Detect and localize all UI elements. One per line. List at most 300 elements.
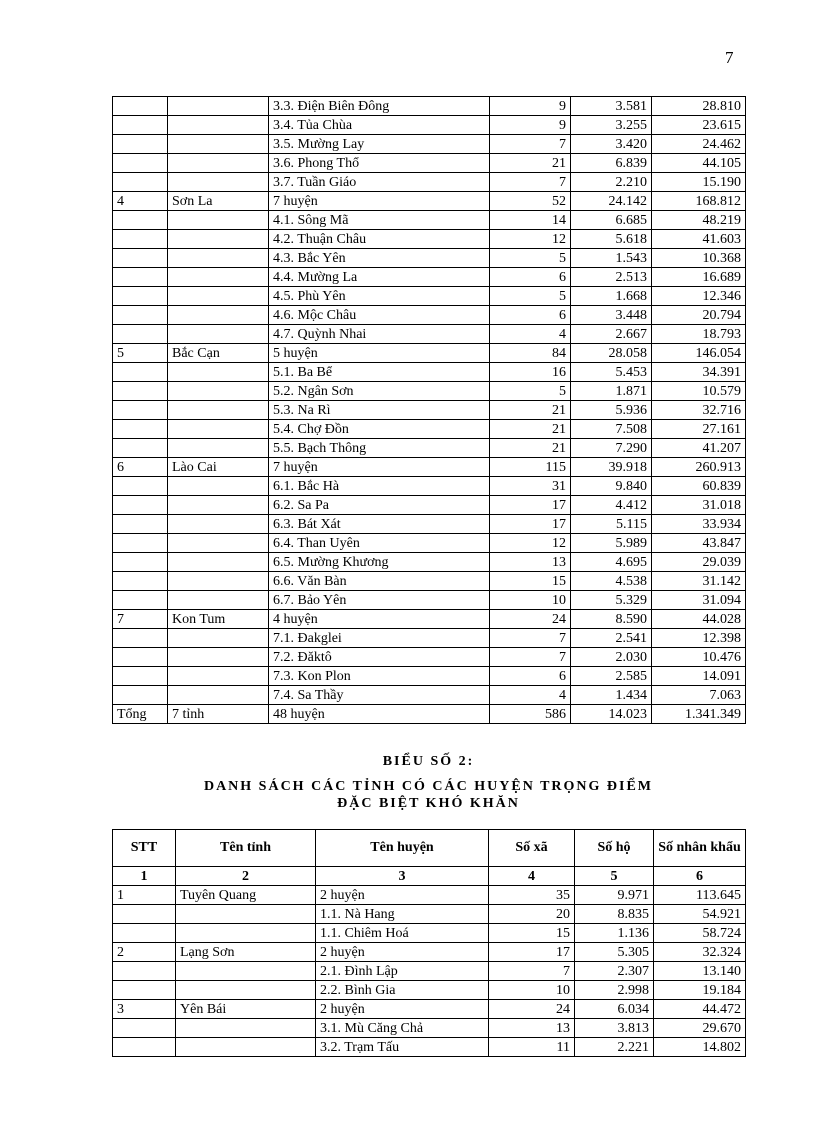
stt-cell (113, 981, 176, 1000)
table-row (113, 173, 746, 192)
stt-cell (113, 268, 168, 287)
population-cell: 54.921 (654, 905, 746, 924)
province-cell (176, 1019, 316, 1038)
households-cell: 14.023 (571, 705, 652, 724)
table-row (113, 325, 746, 344)
district-cell: 4.5. Phù Yên (269, 287, 490, 306)
communes-cell: 7 (490, 135, 571, 154)
communes-cell: 6 (490, 306, 571, 325)
column-index: 4 (489, 867, 575, 886)
province-cell (168, 534, 269, 553)
district-cell: 7.4. Sa Thầy (269, 686, 490, 705)
district-cell: 7.2. Đăktô (269, 648, 490, 667)
stt-cell (113, 287, 168, 306)
population-cell: 14.091 (652, 667, 746, 686)
stt-cell (113, 1019, 176, 1038)
district-cell: 3.6. Phong Thổ (269, 154, 490, 173)
table-row (113, 610, 746, 629)
households-cell: 5.305 (575, 943, 654, 962)
province-cell (168, 401, 269, 420)
province-cell (168, 382, 269, 401)
province-cell (168, 477, 269, 496)
section-subtitle-line2: ĐẶC BIỆT KHÓ KHĂN (337, 796, 520, 811)
section-subtitle-line1: DANH SÁCH CÁC TỈNH CÓ CÁC HUYỆN TRỌNG ĐIỂM (203, 779, 654, 794)
province-cell: Sơn La (168, 192, 269, 211)
communes-cell: 35 (489, 886, 575, 905)
population-cell: 7.063 (652, 686, 746, 705)
population-cell: 31.142 (652, 572, 746, 591)
district-cell: 2.1. Đình Lập (316, 962, 489, 981)
communes-cell: 17 (490, 496, 571, 515)
province-cell (176, 924, 316, 943)
province-cell (168, 306, 269, 325)
stt-cell: 7 (113, 610, 168, 629)
stt-cell (113, 420, 168, 439)
communes-cell: 4 (490, 686, 571, 705)
population-cell: 20.794 (652, 306, 746, 325)
communes-cell: 7 (490, 173, 571, 192)
stt-cell (113, 230, 168, 249)
stt-cell (113, 211, 168, 230)
district-cell: 5.2. Ngân Sơn (269, 382, 490, 401)
communes-cell: 24 (490, 610, 571, 629)
communes-cell: 5 (490, 249, 571, 268)
stt-cell (113, 553, 168, 572)
population-cell: 15.190 (652, 173, 746, 192)
stt-cell: 2 (113, 943, 176, 962)
communes-cell: 14 (490, 211, 571, 230)
column-header-stt: STT (113, 830, 176, 867)
households-cell: 5.115 (571, 515, 652, 534)
communes-cell: 21 (490, 439, 571, 458)
households-cell: 5.989 (571, 534, 652, 553)
households-cell: 3.255 (571, 116, 652, 135)
households-cell: 1.434 (571, 686, 652, 705)
province-cell: Lào Cai (168, 458, 269, 477)
province-cell: 7 tỉnh (168, 705, 269, 724)
province-cell (168, 496, 269, 515)
communes-cell: 9 (490, 116, 571, 135)
province-cell (176, 1038, 316, 1057)
district-cell: 2 huyện (316, 886, 489, 905)
stt-cell (113, 401, 168, 420)
population-cell: 14.802 (654, 1038, 746, 1057)
province-cell (176, 962, 316, 981)
communes-cell: 52 (490, 192, 571, 211)
stt-cell (113, 249, 168, 268)
communes-cell: 6 (490, 667, 571, 686)
table-row (113, 439, 746, 458)
stt-cell (113, 325, 168, 344)
households-cell: 2.221 (575, 1038, 654, 1057)
district-cell: 5.5. Bạch Thông (269, 439, 490, 458)
households-cell: 5.453 (571, 363, 652, 382)
stt-cell (113, 363, 168, 382)
province-cell (168, 667, 269, 686)
province-cell (168, 249, 269, 268)
district-cell: 6.3. Bát Xát (269, 515, 490, 534)
households-cell: 2.541 (571, 629, 652, 648)
column-header-district: Tên huyện (316, 830, 489, 867)
district-cell: 3.3. Điện Biên Đông (269, 97, 490, 116)
province-cell: Lạng Sơn (176, 943, 316, 962)
stt-cell (113, 591, 168, 610)
households-cell: 7.508 (571, 420, 652, 439)
stt-cell: 3 (113, 1000, 176, 1019)
population-cell: 19.184 (654, 981, 746, 1000)
province-cell (168, 363, 269, 382)
stt-cell (113, 173, 168, 192)
households-cell: 1.871 (571, 382, 652, 401)
column-header-communes: Số xã (489, 830, 575, 867)
province-cell (168, 268, 269, 287)
district-cell: 2 huyện (316, 943, 489, 962)
stt-cell (113, 515, 168, 534)
district-cell: 3.7. Tuần Giáo (269, 173, 490, 192)
population-cell: 41.207 (652, 439, 746, 458)
table-row (113, 886, 746, 905)
table-row (113, 629, 746, 648)
population-cell: 12.398 (652, 629, 746, 648)
communes-cell: 13 (490, 553, 571, 572)
population-cell: 1.341.349 (652, 705, 746, 724)
population-cell: 146.054 (652, 344, 746, 363)
households-cell: 6.034 (575, 1000, 654, 1019)
households-cell: 8.590 (571, 610, 652, 629)
communes-cell: 7 (490, 648, 571, 667)
population-cell: 29.670 (654, 1019, 746, 1038)
priority-district-table (112, 829, 746, 1057)
households-cell: 2.667 (571, 325, 652, 344)
district-cell: 4.3. Bắc Yên (269, 249, 490, 268)
province-cell (168, 211, 269, 230)
communes-cell: 7 (490, 629, 571, 648)
households-cell: 3.448 (571, 306, 652, 325)
households-cell: 6.685 (571, 211, 652, 230)
district-cell: 6.4. Than Uyên (269, 534, 490, 553)
population-cell: 27.161 (652, 420, 746, 439)
column-header-province: Tên tỉnh (176, 830, 316, 867)
households-cell: 5.329 (571, 591, 652, 610)
province-cell (168, 287, 269, 306)
table-row (113, 496, 746, 515)
population-cell: 16.689 (652, 268, 746, 287)
province-cell (168, 515, 269, 534)
communes-cell: 24 (489, 1000, 575, 1019)
table-row (113, 230, 746, 249)
communes-cell: 20 (489, 905, 575, 924)
population-cell: 48.219 (652, 211, 746, 230)
households-cell: 2.307 (575, 962, 654, 981)
communes-cell: 17 (489, 943, 575, 962)
population-cell: 32.716 (652, 401, 746, 420)
district-cell: 6.1. Bắc Hà (269, 477, 490, 496)
households-cell: 1.136 (575, 924, 654, 943)
district-cell: 4.2. Thuận Châu (269, 230, 490, 249)
stt-cell: 4 (113, 192, 168, 211)
households-cell: 9.840 (571, 477, 652, 496)
section-title: BIỂU SỐ 2: (382, 754, 475, 769)
communes-cell: 6 (490, 268, 571, 287)
table-row (113, 135, 746, 154)
households-cell: 24.142 (571, 192, 652, 211)
population-cell: 28.810 (652, 97, 746, 116)
province-cell (168, 230, 269, 249)
table-row (113, 344, 746, 363)
district-cell: 2.2. Bình Gia (316, 981, 489, 1000)
stt-cell (113, 477, 168, 496)
column-header-households: Số hộ (575, 830, 654, 867)
province-cell (176, 981, 316, 1000)
table-row (113, 591, 746, 610)
communes-cell: 12 (490, 230, 571, 249)
district-cell: 6.5. Mường Khương (269, 553, 490, 572)
households-cell: 1.668 (571, 287, 652, 306)
section-subtitle (112, 778, 745, 812)
population-cell: 23.615 (652, 116, 746, 135)
province-cell (168, 325, 269, 344)
communes-cell: 21 (490, 401, 571, 420)
stt-cell (113, 686, 168, 705)
stt-cell (113, 135, 168, 154)
stt-cell (113, 648, 168, 667)
communes-cell: 586 (490, 705, 571, 724)
province-cell: Tuyên Quang (176, 886, 316, 905)
communes-cell: 9 (490, 97, 571, 116)
communes-cell: 5 (490, 287, 571, 306)
province-cell (168, 135, 269, 154)
district-cell: 6.6. Văn Bàn (269, 572, 490, 591)
province-cell (168, 553, 269, 572)
district-cell: 1.1. Chiêm Hoá (316, 924, 489, 943)
district-table-continued (112, 96, 746, 724)
communes-cell: 115 (490, 458, 571, 477)
table-row (113, 477, 746, 496)
district-cell: 48 huyện (269, 705, 490, 724)
province-cell: Kon Tum (168, 610, 269, 629)
households-cell: 5.618 (571, 230, 652, 249)
province-cell (168, 572, 269, 591)
population-cell: 31.094 (652, 591, 746, 610)
households-cell: 1.543 (571, 249, 652, 268)
district-cell: 3.4. Tủa Chùa (269, 116, 490, 135)
province-cell (168, 97, 269, 116)
table-row (113, 1038, 746, 1057)
column-index: 1 (113, 867, 176, 886)
province-cell (168, 116, 269, 135)
district-cell: 2 huyện (316, 1000, 489, 1019)
stt-cell (113, 439, 168, 458)
households-cell: 7.290 (571, 439, 652, 458)
table-row (113, 648, 746, 667)
table-row (113, 401, 746, 420)
population-cell: 33.934 (652, 515, 746, 534)
table-row (113, 249, 746, 268)
communes-cell: 21 (490, 420, 571, 439)
province-cell (168, 686, 269, 705)
table-row (113, 287, 746, 306)
communes-cell: 13 (489, 1019, 575, 1038)
table-row (113, 962, 746, 981)
district-cell: 5.4. Chợ Đồn (269, 420, 490, 439)
stt-cell: Tổng (113, 705, 168, 724)
stt-cell (113, 629, 168, 648)
district-cell: 4.7. Quỳnh Nhai (269, 325, 490, 344)
households-cell: 2.585 (571, 667, 652, 686)
table-row (113, 981, 746, 1000)
population-cell: 41.603 (652, 230, 746, 249)
households-cell: 2.210 (571, 173, 652, 192)
province-cell (168, 648, 269, 667)
population-cell: 44.472 (654, 1000, 746, 1019)
households-cell: 3.581 (571, 97, 652, 116)
stt-cell (113, 496, 168, 515)
column-index: 6 (654, 867, 746, 886)
table-row (113, 420, 746, 439)
households-cell: 5.936 (571, 401, 652, 420)
table-header-row (113, 830, 746, 867)
province-cell (168, 154, 269, 173)
table-row (113, 1000, 746, 1019)
table-row (113, 458, 746, 477)
district-cell: 7 huyện (269, 192, 490, 211)
stt-cell (113, 667, 168, 686)
district-cell: 4.6. Mộc Châu (269, 306, 490, 325)
stt-cell: 1 (113, 886, 176, 905)
population-cell: 58.724 (654, 924, 746, 943)
table-row (113, 154, 746, 173)
district-cell: 4 huyện (269, 610, 490, 629)
table-row (113, 306, 746, 325)
stt-cell (113, 154, 168, 173)
table-row (113, 97, 746, 116)
stt-cell (113, 534, 168, 553)
stt-cell: 5 (113, 344, 168, 363)
district-cell: 7 huyện (269, 458, 490, 477)
district-cell: 1.1. Nà Hang (316, 905, 489, 924)
communes-cell: 10 (490, 591, 571, 610)
population-cell: 31.018 (652, 496, 746, 515)
district-cell: 5.3. Na Rì (269, 401, 490, 420)
stt-cell (113, 97, 168, 116)
district-cell: 3.2. Trạm Tấu (316, 1038, 489, 1057)
communes-cell: 15 (489, 924, 575, 943)
province-cell: Bắc Cạn (168, 344, 269, 363)
column-header-population: Số nhân khẩu (654, 830, 746, 867)
households-cell: 4.412 (571, 496, 652, 515)
population-cell: 260.913 (652, 458, 746, 477)
province-cell (168, 439, 269, 458)
province-cell (168, 591, 269, 610)
table-row (113, 116, 746, 135)
table-row (113, 515, 746, 534)
population-cell: 60.839 (652, 477, 746, 496)
communes-cell: 21 (490, 154, 571, 173)
households-cell: 2.513 (571, 268, 652, 287)
stt-cell (113, 572, 168, 591)
district-cell: 5.1. Ba Bể (269, 363, 490, 382)
table-row (113, 363, 746, 382)
table-row (113, 667, 746, 686)
province-cell (168, 420, 269, 439)
communes-cell: 15 (490, 572, 571, 591)
table-row (113, 943, 746, 962)
stt-cell (113, 382, 168, 401)
households-cell: 3.420 (571, 135, 652, 154)
communes-cell: 7 (489, 962, 575, 981)
column-index: 3 (316, 867, 489, 886)
households-cell: 4.538 (571, 572, 652, 591)
district-cell: 3.5. Mường Lay (269, 135, 490, 154)
households-cell: 6.839 (571, 154, 652, 173)
stt-cell (113, 116, 168, 135)
district-cell: 6.7. Bảo Yên (269, 591, 490, 610)
table-row (113, 268, 746, 287)
population-cell: 10.579 (652, 382, 746, 401)
stt-cell (113, 905, 176, 924)
population-cell: 113.645 (654, 886, 746, 905)
population-cell: 43.847 (652, 534, 746, 553)
district-cell: 4.4. Mường La (269, 268, 490, 287)
table-row (113, 553, 746, 572)
district-cell: 3.1. Mù Căng Chả (316, 1019, 489, 1038)
table-row (113, 382, 746, 401)
communes-cell: 31 (490, 477, 571, 496)
communes-cell: 4 (490, 325, 571, 344)
households-cell: 2.030 (571, 648, 652, 667)
column-index: 5 (575, 867, 654, 886)
population-cell: 10.476 (652, 648, 746, 667)
households-cell: 28.058 (571, 344, 652, 363)
stt-cell (113, 924, 176, 943)
population-cell: 44.028 (652, 610, 746, 629)
households-cell: 3.813 (575, 1019, 654, 1038)
table-row (113, 686, 746, 705)
district-cell: 7.1. Đakglei (269, 629, 490, 648)
page-number: 7 (725, 48, 734, 67)
communes-cell: 16 (490, 363, 571, 382)
population-cell: 13.140 (654, 962, 746, 981)
district-cell: 7.3. Kon Plon (269, 667, 490, 686)
stt-cell (113, 962, 176, 981)
province-cell (168, 629, 269, 648)
communes-cell: 17 (490, 515, 571, 534)
households-cell: 8.835 (575, 905, 654, 924)
households-cell: 39.918 (571, 458, 652, 477)
communes-cell: 12 (490, 534, 571, 553)
table-row (113, 211, 746, 230)
population-cell: 32.324 (654, 943, 746, 962)
population-cell: 12.346 (652, 287, 746, 306)
table-row (113, 572, 746, 591)
population-cell: 29.039 (652, 553, 746, 572)
table-row (113, 1019, 746, 1038)
population-cell: 34.391 (652, 363, 746, 382)
column-index: 2 (176, 867, 316, 886)
households-cell: 9.971 (575, 886, 654, 905)
communes-cell: 11 (489, 1038, 575, 1057)
population-cell: 18.793 (652, 325, 746, 344)
communes-cell: 84 (490, 344, 571, 363)
district-cell: 5 huyện (269, 344, 490, 363)
stt-cell: 6 (113, 458, 168, 477)
district-cell: 4.1. Sông Mã (269, 211, 490, 230)
stt-cell (113, 1038, 176, 1057)
communes-cell: 5 (490, 382, 571, 401)
stt-cell (113, 306, 168, 325)
table-row (113, 705, 746, 724)
table-row (113, 905, 746, 924)
